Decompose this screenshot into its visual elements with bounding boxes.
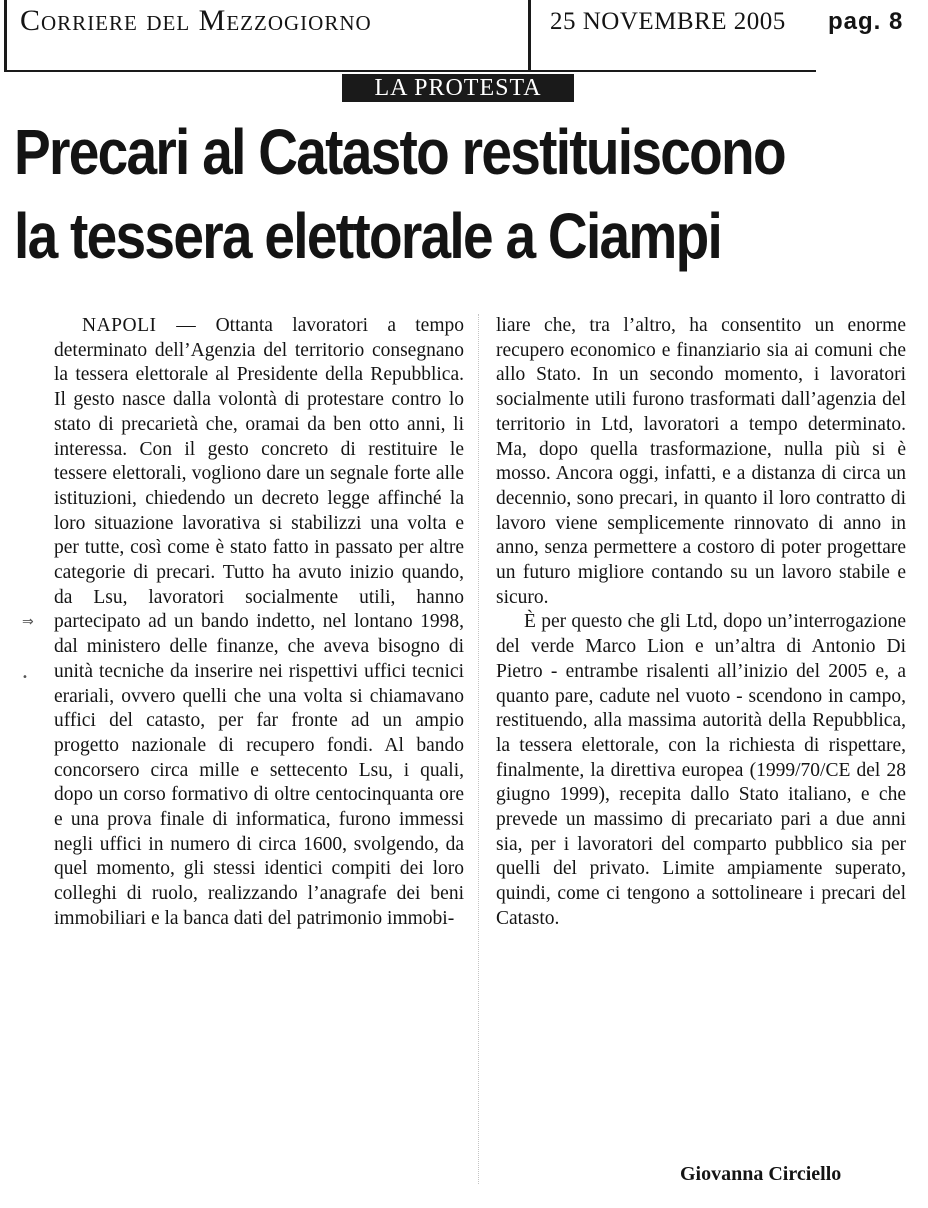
author-byline: Giovanna Circiello [680, 1163, 842, 1185]
article-paragraph [54, 314, 464, 932]
article-headline [14, 110, 788, 278]
left-column-text: Ottanta lavoratori a tempo determinato dell’Agenzia del territorio consegnano la tessera elettorale al Presidente della Repubblica. Il gesto nasce dalla volontà di protestare contro lo stato di precarietà che, oramai da ben otto anni, li interessa. Con il gesto concreto di restituire le tessere elettorali, vogliono dare un segnale forte alle istituzioni, chiedendo un decreto legge affinché la loro situazione lavorativa si stabilizzi una volta e per tutte, così come è stato fatto in passato per altre categorie di precari. Tutto ha avuto inizio quando, da Lsu, lavoratori socialmente utili, hanno partecipato ad un bando indetto, nel lontano 1998, dal ministero delle finanze, che aveva bisogno di unità tecniche da inserire nei rispettivi uffici tecnici erariali, ovvero quelli che una volta si chiamavano uffici del catasto, per far fronte ad un ampio progetto nazionale di recupero fondi. Al bando concorsero circa mille e settecento Lsu, i quali, dopo un corso formativo di oltre centocinquanta ore e una prova finale di informatica, furono immessi negli uffici in numero di circa 1600, svolgendo, da quel momento, gli stessi identici compiti dei loro colleghi di ruolo, realizzando l’anagrafe dei beni immobiliari e la banca dati del patrimonio immobi- [54, 315, 464, 929]
masthead [4, 0, 816, 72]
article-column-left [54, 314, 464, 932]
headline-line-2: la tessera elettorale a Ciampi [14, 200, 722, 272]
page-number: pag. 8 [828, 8, 904, 35]
margin-arrow-mark: ⇒ [22, 614, 34, 630]
masthead-left-rule [4, 0, 7, 72]
section-kicker: LA PROTESTA [342, 74, 574, 102]
issue-date: 25 NOVEMBRE 2005 [550, 8, 786, 35]
headline-line-1: Precari al Catasto restituiscono [14, 116, 785, 188]
article-paragraph: liare che, tra l’altro, ha consentito un enorme recupero economico e finanziario sia ai comuni che allo Stato. In un secondo momento, i lavoratori socialmente utili furono trasformati dall’agenzia del territorio in Ltd, lavoratori a tempo determinato. Ma, dopo quella trasformazione, nulla più si è mosso. Ancora oggi, infatti, e a distanza di circa un decennio, sono precari, in quanto il loro contratto di lavoro viene semplicemente rinnovato di anno in anno, senza permettere a costoro di poter progettare un futuro migliore contando su un lavoro stabile e sicuro. [496, 315, 906, 608]
masthead-bottom-rule [4, 70, 816, 72]
article-paragraph: È per questo che gli Ltd, dopo un’interrogazione del verde Marco Lion e un’altra di Antonio Di Pietro - entrambe risalenti all’inizio del 2005 e, a quanto pare, cadute nel vuoto - scendono in campo, restituendo, alla massima autorità della Repubblica, la tessera elettorale, con la richiesta di rispettare, finalmente, la direttiva europea (1999/70/CE del 28 giugno 1999), recepita dallo Stato italiano, e che prevede un massimo di precariato pari a due anni sia, per i lavoratori del comparto pubblico sia per quelli del privato. Limite ampiamente superato, quindi, come ci tengono a sottolineare i precari del Catasto. [496, 611, 906, 929]
masthead-divider [528, 0, 531, 72]
newspaper-name: Corriere del Mezzogiorno [20, 4, 372, 37]
column-divider [478, 314, 480, 1184]
margin-dot-mark: • [22, 672, 28, 683]
article-column-right [496, 314, 906, 932]
dateline: NAPOLI — [82, 315, 197, 336]
